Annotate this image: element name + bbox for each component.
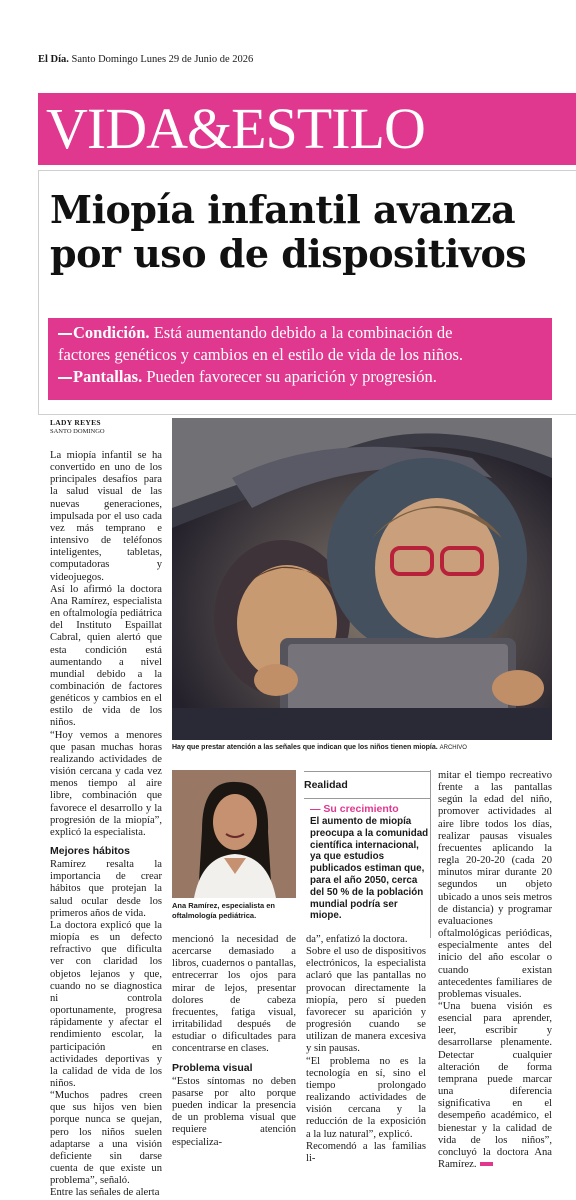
- dek-text-2: Pueden favorecer su aparición y progresión.: [142, 367, 437, 386]
- portrait-photo: [172, 770, 296, 898]
- divider: [304, 771, 430, 772]
- sidebar-subhead: — Su crecimiento: [310, 803, 399, 815]
- dash-mark: [58, 333, 72, 335]
- paragraph: Entre las señales de alerta: [50, 1187, 160, 1199]
- paragraph: Sobre el uso de dispositivos electrónicos, la especialista aclaró que las pantallas no provocan directamente la miopía, pero sí pueden favorecer su aparición y progresión cuando se utilizan de manera excesiva y sin pausas.: [306, 946, 426, 1055]
- dash-mark: [58, 377, 72, 379]
- dek-text-1: Está aumentando debido a la combinación de: [149, 323, 453, 342]
- article-column-1: [50, 450, 162, 1200]
- article-column-3: [306, 934, 426, 1165]
- subhead-problema-visual: Problema visual: [172, 1061, 253, 1074]
- paragraph: La doctora explicó que la miopía es un defecto refractivo que dificulta ver con claridad los objetos lejanos y que, cuando no se diagnostica ni controla oportunamente, progresa rápidamente y afectar el rendimiento escolar, la participación en actividades deportivas y la calidad de vida de los niños.: [50, 919, 162, 1089]
- portrait-caption: Ana Ramírez, especialista en oftalmología pediátrica.: [172, 901, 275, 920]
- dek-line-3: [58, 366, 552, 388]
- byline: [50, 418, 105, 435]
- photo-caption-text: Hay que prestar atención a las señales que indican que los niños tienen miopía.: [172, 744, 440, 751]
- sidebar-box: [304, 771, 430, 922]
- paragraph: “Estos síntomas no deben pasarse por alto porque pueden indicar la presencia de un problema visual que requiere atención especializa-: [172, 1075, 296, 1148]
- dateline: Santo Domingo Lunes 29 de Junio de 2026: [68, 54, 254, 65]
- paper-name: El Día.: [38, 54, 69, 65]
- photo-caption: [172, 744, 552, 751]
- dek-label-2: Pantallas.: [73, 367, 143, 386]
- paragraph: “Muchos padres creen que sus hijos ven bien porque nunca se quejan, pero los niños suelen adaptarse a una visión deficiente sin darse cuenta de que existe un problema”, señaló.: [50, 1090, 162, 1187]
- end-mark: [480, 1162, 493, 1166]
- paragraph: “El problema no es la tecnología en sí, sino el tiempo prolongado realizando actividades de visión cercana y la reducción de la exposición a la luz natural”, explicó.: [306, 1055, 426, 1140]
- sidebar-body: El aumento de miopía preocupa a la comunidad científica internacional, ya que estudios publicados estiman que, para el año 2050, cerca del 50 % de la población mundial podría ser miope.: [310, 816, 429, 922]
- children-tablet-illustration: [172, 418, 552, 740]
- photo-source: ARCHIVO: [439, 745, 467, 751]
- paragraph: Recomendó a las familias li-: [306, 1140, 426, 1164]
- doctor-portrait: [172, 770, 296, 898]
- byline-place: SANTO DOMINGO: [50, 428, 105, 435]
- sidebar-label: Realidad: [304, 779, 348, 791]
- paragraph: Así lo afirmó la doctora Ana Ramírez, especialista en oftalmología pediátrica del Instituto Espaillat Cabral, quien alertó que esta condición está aumentando a nivel mundial debido a la combinación de factores genéticos y cambios en el estilo de vida de los niños.: [50, 583, 162, 729]
- section-title: VIDA&ESTILO: [46, 96, 425, 161]
- paragraph: “Hoy vemos a menores que pasan muchas horas realizando actividades de visión cercana y cada vez menos tiempo al aire libre, combinación que favorece el desarrollo y la progresión de la miopía”, explicó la especialista.: [50, 729, 162, 838]
- masthead: [38, 54, 253, 65]
- closing-text: “Una buena visión es esencial para aprender, leer, escribir y desarrollarse plenamente. Detectar cualquier alteración de forma temprana puede marcar una diferencia significativa en el desempeño académico, el bienestar y la calidad de vida de los niños”, concluyó la doctora Ana Ramírez.: [438, 1000, 552, 1170]
- byline-name: LADY REYES: [50, 418, 101, 427]
- paragraph: mencionó la necesidad de acercarse demasiado a libros, cuadernos o pantallas, entrecerrar los ojos para mirar de lejos, presentar dolores de cabeza frecuentes, fatiga visual, irritabilidad después de estudiar o dificultades para concentrarse en clases.: [172, 934, 296, 1055]
- dek-box: [48, 318, 552, 400]
- section-banner: [38, 93, 576, 165]
- paragraph: [438, 1001, 552, 1171]
- subhead-mejores-habitos: Mejores hábitos: [50, 845, 130, 857]
- dek-line-2: factores genéticos y cambios en el estilo de vida de los niños.: [58, 345, 464, 364]
- divider: [304, 798, 430, 799]
- dek-label-1: Condición.: [73, 323, 150, 342]
- column-divider: [430, 770, 431, 938]
- paragraph: La miopía infantil se ha convertido en uno de los principales desafíos para la salud visual de las nuevas generaciones, impulsada por el uso cada vez más temprano e intensivo de teléfonos inteligentes, tabletas, computadoras y videojuegos.: [50, 450, 162, 583]
- article-column-4: [438, 770, 552, 1171]
- headline: [50, 188, 570, 276]
- paragraph: mitar el tiempo recreativo frente a las pantallas según la edad del niño, promover actividades al aire libre todos los días, realizar pausas visuales frecuentes aplicando la regla 20-20-20 (cada 20 minutos mirar durante 20 segundos un objeto ubicado a unos seis metros de distancia) y programar evaluaciones oftalmológicas periódicas, especialmente antes del inicio del año escolar o cuando existan antecedentes familiares de problemas visuales.: [438, 770, 552, 1000]
- headline-line-2: por uso de dispositivos: [50, 231, 527, 276]
- dek-line-1: [58, 322, 552, 344]
- paragraph: da”, enfatizó la doctora.: [306, 934, 408, 945]
- main-photo: [172, 418, 552, 740]
- headline-line-1: Miopía infantil avanza: [50, 187, 516, 232]
- paragraph: Ramírez resalta la importancia de crear hábitos que protejan la salud ocular desde los primeros años de vida.: [50, 859, 162, 919]
- article-column-2: [172, 934, 296, 1149]
